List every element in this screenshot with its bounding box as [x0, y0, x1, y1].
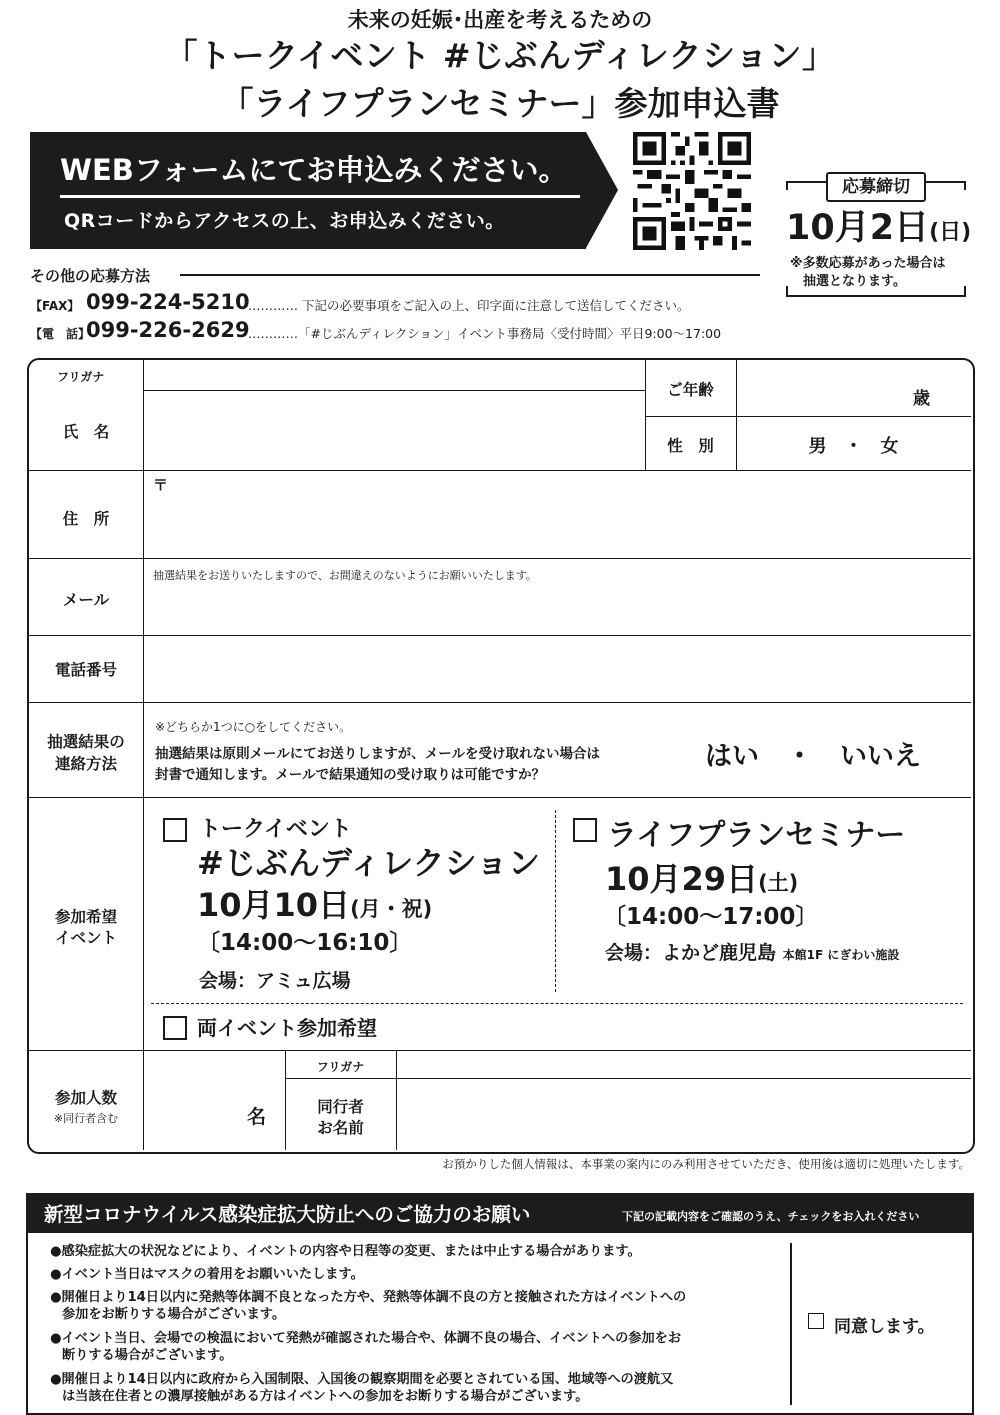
participants-label: 参加人数 — [54, 1089, 117, 1107]
both-events-dashed-rule — [151, 1003, 963, 1004]
covid-agree-divider — [790, 1243, 792, 1405]
both-events-label: 両イベント参加希望 — [197, 1016, 377, 1040]
contact-text-2: 封書で通知します。メールで結果通知の受け取りは可能ですか？ — [155, 767, 546, 783]
covid-subtitle: 下記の記載内容をご確認のうえ、チェックをお入れください — [622, 1210, 920, 1223]
banner-arrow — [586, 132, 618, 248]
agree-label: 同意します。 — [834, 1317, 935, 1337]
banner-main-text: WEBフォームにてお申込みください。 — [60, 153, 568, 187]
row-rule — [29, 702, 971, 703]
contact-text-1: 抽選結果は原則メールにてお送りしますが、メールを受け取れない場合は — [155, 746, 600, 762]
age-label: ご年齢 — [667, 381, 714, 399]
participants-note: ※同行者含む — [53, 1112, 119, 1125]
event1-dow: (月・祝) — [350, 897, 433, 921]
deadline-date — [786, 200, 971, 250]
gender-label: 性 別 — [667, 437, 714, 455]
title-line-3: 「ライフプランセミナー」参加申込書 — [220, 84, 780, 123]
event2-time: 〔14:00～17:00〕 — [603, 904, 819, 930]
tel-note: …………「#じぶんディレクション」イベント事務局〈受付時間〉平日9:00～17:00 — [248, 326, 722, 341]
contact-label-1: 抽選結果の — [47, 733, 125, 751]
banner-sub-text: QRコードからアクセスの上、お申込みください。 — [64, 210, 505, 232]
furigana-label: フリガナ — [57, 370, 105, 384]
event2-venue-name: 会場：よかど鹿児島 — [605, 942, 777, 964]
deadline-note-2: 抽選となります。 — [803, 274, 906, 289]
event1-date — [197, 880, 432, 926]
both-events-checkbox[interactable] — [163, 1016, 187, 1040]
tel-label: 【電 話】 — [30, 327, 91, 341]
event-label-2: イベント — [54, 929, 117, 947]
row-rule — [29, 1050, 971, 1051]
banner-divider — [60, 195, 580, 198]
companion-furigana-rule — [285, 1078, 971, 1079]
gender-options[interactable]: 男 ・ 女 — [808, 436, 899, 457]
other-methods-rule — [180, 274, 760, 276]
fax-note: ………… 下記の必要事項をご記入の上、印字面に注意して送信してください。 — [248, 298, 690, 313]
phone-label: 電話番号 — [54, 661, 117, 679]
application-form — [27, 358, 975, 1154]
event2-date-value: 10月29日 — [605, 860, 759, 898]
deadline-dow: (日) — [929, 220, 972, 245]
furigana-rule — [143, 390, 645, 391]
companion-label-1: 同行者 — [317, 1098, 364, 1116]
title-line-1: 未来の妊娠･出産を考えるための — [347, 8, 653, 32]
row-rule — [29, 797, 971, 798]
event-dashed-divider — [555, 810, 556, 992]
covid-item-3-line-1: ●開催日より14日以内に発熱等体調不良となった方や、発熱等体調不良の方と接触された方はイベントへの — [50, 1290, 687, 1305]
contact-label-2: 連絡方法 — [54, 755, 117, 773]
fax-label: 【FAX】 — [30, 299, 80, 313]
contact-options[interactable]: はい ・ いいえ — [705, 741, 921, 772]
age-gender-rule — [645, 416, 971, 417]
age-unit: 歳 — [913, 389, 930, 409]
address-label: 住 所 — [62, 510, 110, 528]
email-note: 抽選結果をお送りいたしますので、お間違えのないようにお願いいたします。 — [153, 569, 537, 582]
event2-dow: (土) — [758, 871, 799, 895]
postal-mark: 〒 — [153, 476, 169, 494]
event1-line1: トークイベント — [199, 817, 352, 842]
fax-number[interactable]: 099-224-5210 — [86, 290, 250, 314]
contact-note: ※どちらか1つに○をしてください。 — [155, 720, 352, 734]
event2-title: ライフプランセミナー — [607, 818, 906, 853]
agree-checkbox[interactable] — [808, 1313, 824, 1329]
covid-item-2: ●イベント当日はマスクの着用をお願いいたします。 — [50, 1267, 364, 1282]
covid-item-3-line-2: 参加をお断りする場合がございます。 — [62, 1307, 286, 1322]
companion-furigana-label: フリガナ — [316, 1060, 365, 1074]
deadline-note-1: ※多数応募があった場合は — [790, 256, 946, 271]
row-rule — [29, 470, 971, 471]
covid-item-5-line-2: は当該在住者との濃厚接触がある方はイベントへの参加をお断りする場合がございます。 — [62, 1389, 589, 1404]
event1-date-value: 10月10日 — [197, 886, 351, 924]
participants-unit: 名 — [247, 1106, 267, 1128]
row-rule — [29, 558, 971, 559]
deadline-label: 応募締切 — [826, 172, 926, 202]
covid-item-4-line-1: ●イベント当日、会場での検温において発熱が確認された場合や、体調不良の場合、イベントへの参加をお — [50, 1331, 682, 1346]
privacy-note: お預かりした個人情報は、本事業の案内にのみ利用させていただき、使用後は適切に処理いたします。 — [442, 1157, 970, 1171]
deadline-date-value: 10月2日 — [786, 208, 930, 248]
event1-time: 〔14:00～16:10〕 — [197, 930, 413, 956]
row-rule — [29, 635, 971, 636]
tel-number[interactable]: 099-226-2629 — [86, 318, 250, 342]
covid-item-5-line-1: ●開催日より14日以内に政府から入国制限、入国後の観察期間を必要とされている国、地域等への渡航又 — [50, 1372, 674, 1387]
event2-venue — [605, 938, 899, 965]
qr-code-icon[interactable] — [632, 132, 752, 250]
name-label: 氏 名 — [62, 423, 110, 441]
event2-venue-detail: 本館1F にぎわい施設 — [782, 948, 900, 962]
event1-venue: 会場：アミュ広場 — [199, 970, 351, 992]
covid-title: 新型コロナウイルス感染症拡大防止へのご協力のお願い — [44, 1203, 531, 1226]
email-label: メール — [62, 591, 110, 609]
title-line-2: 「トークイベント #じぶんディレクション」 — [164, 36, 836, 75]
companion-label-2: お名前 — [317, 1119, 364, 1137]
covid-item-1: ●感染症拡大の状況などにより、イベントの内容や日程等の変更、または中止する場合があります。 — [50, 1244, 641, 1259]
label-column-divider — [143, 360, 144, 1150]
companion-divider — [396, 1050, 397, 1150]
event1-checkbox[interactable] — [163, 818, 187, 842]
other-methods-heading: その他の応募方法 — [30, 267, 151, 285]
event-label-1: 参加希望 — [54, 908, 117, 926]
event1-line2: #じぶんディレクション — [197, 844, 540, 882]
covid-item-4-line-2: 断りする場合がございます。 — [62, 1348, 233, 1363]
event2-date — [605, 854, 798, 900]
event2-checkbox[interactable] — [573, 818, 597, 842]
